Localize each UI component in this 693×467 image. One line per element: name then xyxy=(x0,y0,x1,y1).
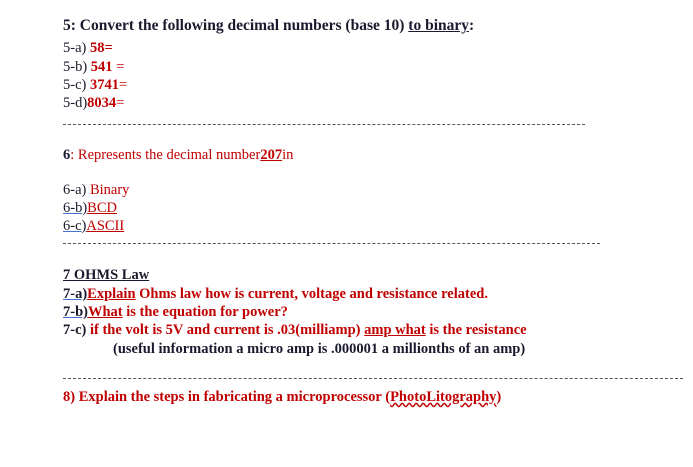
q5-item-a xyxy=(63,41,113,56)
q5-item-label: 5-b) xyxy=(63,59,91,75)
q8-link[interactable]: PhotoLitography xyxy=(390,389,497,405)
q5-item-suffix: = xyxy=(118,77,128,93)
separator-3 xyxy=(63,378,683,379)
q5-title-underlined: to binary xyxy=(408,17,469,34)
q6-number: 6 xyxy=(63,147,71,163)
q8-close: ) xyxy=(496,389,502,405)
q5-item-label: 5-c) xyxy=(63,77,90,93)
q7-b-label: 7-b) xyxy=(63,304,88,320)
q7-a-label: 7-a) xyxy=(63,286,88,302)
q6-item-link[interactable]: BCD xyxy=(87,200,117,216)
q6-item-label: 6-a) xyxy=(63,182,90,198)
q5-item-value: 58= xyxy=(89,40,113,56)
q7-a-link[interactable]: Explain xyxy=(87,286,136,302)
q7-note: (useful information a micro amp is .000001 a millionths of an amp) xyxy=(113,341,526,357)
q7-b-link[interactable]: What xyxy=(87,304,123,320)
q5-item-label: 5-a) xyxy=(63,40,90,56)
q5-item-suffix: = xyxy=(116,95,125,111)
q6-item-b xyxy=(63,201,117,216)
q5-item-c xyxy=(63,78,127,93)
q7-c-text: if the volt is 5V and current is .03(milliamp) xyxy=(89,322,365,338)
q6-item-link[interactable]: ASCII xyxy=(86,218,125,234)
q7-title: 7 OHMS Law xyxy=(63,267,150,283)
q5-item-label: 5-d) xyxy=(63,95,88,111)
separator-2 xyxy=(63,243,600,244)
q6-after: in xyxy=(282,147,294,163)
q7-b-text: is the equation for power? xyxy=(122,304,288,320)
q7-c-amp: amp what xyxy=(364,322,426,338)
q5-item-b xyxy=(63,60,124,75)
q8-text: 8) Explain the steps in fabricating a microprocessor ( xyxy=(63,389,391,405)
q5-item-value: 8034 xyxy=(87,95,117,111)
q5-item-value: 541 xyxy=(90,59,113,75)
q6-title xyxy=(63,148,293,163)
q6-value: 207 xyxy=(260,147,283,163)
q7-c-label: 7-c) xyxy=(63,322,90,338)
q7-a-text: Ohms law how is current, voltage and resistance related. xyxy=(135,286,488,302)
q5-title xyxy=(63,18,474,34)
q6-text: : Represents the decimal number xyxy=(70,147,261,163)
q7-item-a xyxy=(63,287,488,302)
q7-item-c xyxy=(63,323,527,338)
q6-item-a xyxy=(63,183,129,198)
q5-title-text: 5: Convert the following decimal numbers (base 10) xyxy=(63,17,409,34)
q5-item-d xyxy=(63,96,124,111)
q7-c-after: is the resistance xyxy=(425,322,527,338)
q8-item xyxy=(63,390,501,405)
q6-item-label: 6-c) xyxy=(63,218,87,234)
q6-item-c xyxy=(63,219,124,234)
q6-item-text: Binary xyxy=(89,182,130,198)
separator-1 xyxy=(63,124,585,125)
q6-item-label: 6-b) xyxy=(63,200,88,216)
q7-item-b xyxy=(63,305,288,320)
q5-item-suffix: = xyxy=(112,59,125,75)
q5-item-value: 3741 xyxy=(89,77,119,93)
q5-title-colon: : xyxy=(469,17,475,34)
